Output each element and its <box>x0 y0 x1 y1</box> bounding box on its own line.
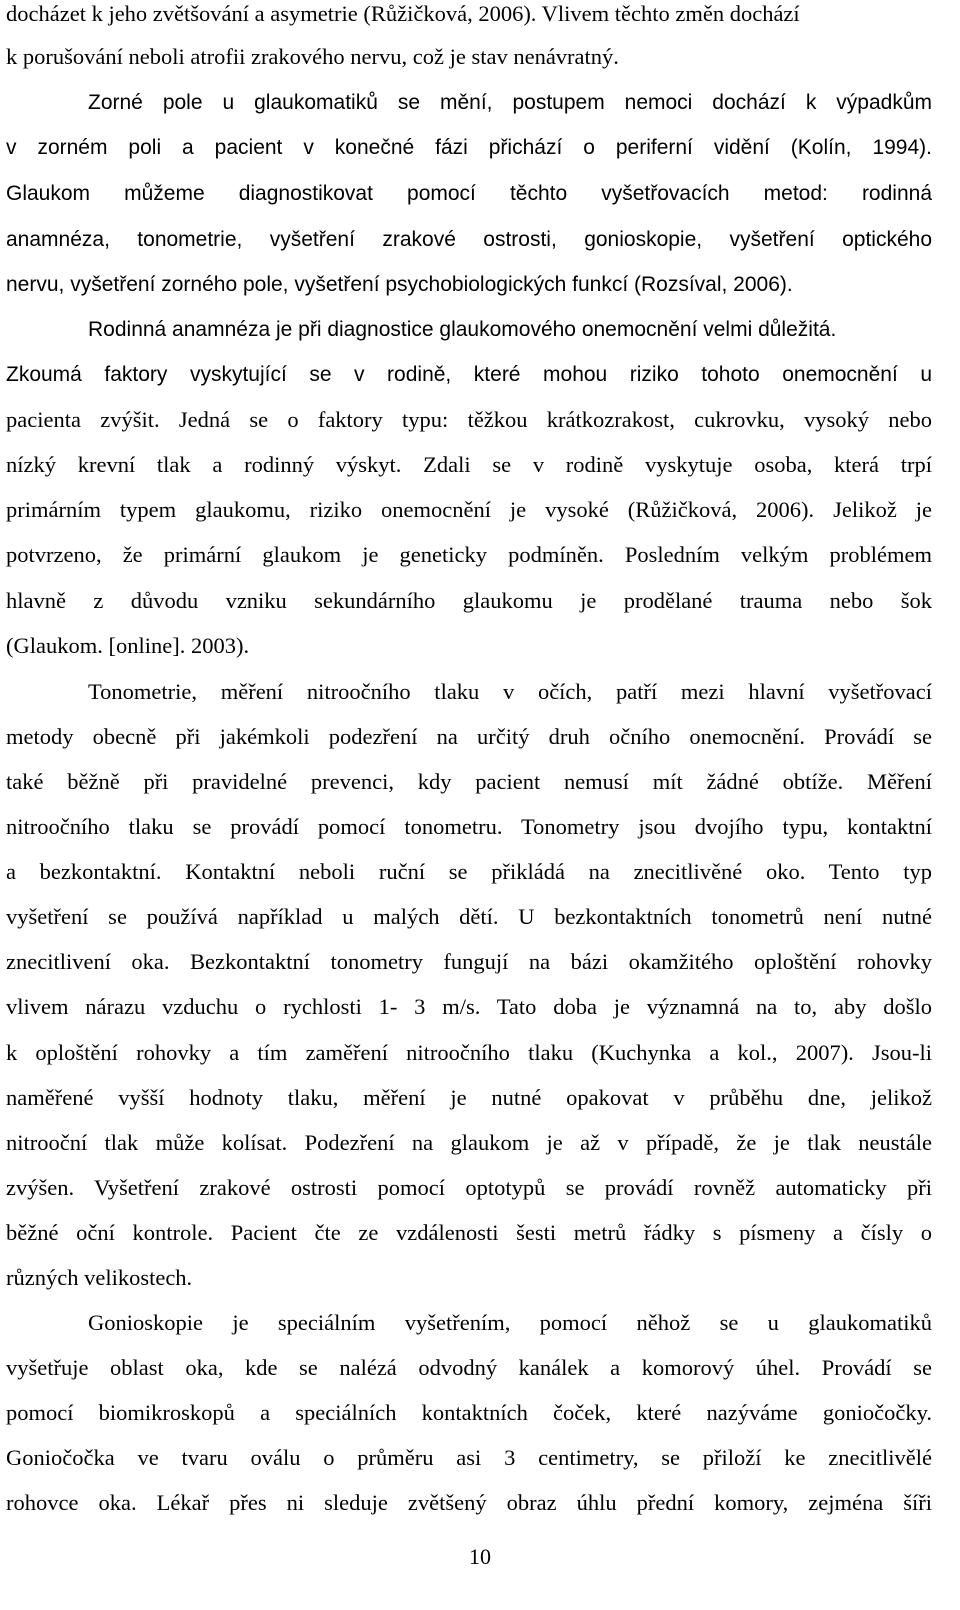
text-line: Glaukom můžeme diagnostikovat pomocí těchto vyšetřovacích metod: rodinná <box>6 182 932 205</box>
text-line: Gonioskopie je speciálním vyšetřením, pomocí něhož se u glaukomatiků <box>88 1310 932 1335</box>
text-line: vyšetřuje oblast oka, kde se nalézá odvodný kanálek a komorový úhel. Provádí se <box>6 1355 932 1380</box>
text-line: potvrzeno, že primární glaukom je geneticky podmíněn. Posledním velkým problémem <box>6 542 932 567</box>
text-line: k porušování neboli atrofii zrakového nervu, což je stav nenávratný. <box>6 44 619 69</box>
text-line: (Glaukom. [online]. 2003). <box>6 633 250 658</box>
text-line: také běžně při pravidelné prevenci, kdy pacient nemusí mít žádné obtíže. Měření <box>6 769 932 794</box>
text-line: znecitlivení oka. Bezkontaktní tonometry fungují na bázi okamžitého oploštění rohovky <box>6 949 932 974</box>
text-line: Zorné pole u glaukomatiků se mění, postupem nemoci dochází k výpadkům <box>88 91 932 114</box>
text-line: Rodinná anamnéza je při diagnostice glaukomového onemocnění velmi důležitá. <box>88 318 837 341</box>
text-line: nitroočního tlaku se provádí pomocí tonometru. Tonometry jsou dvojího typu, kontaktní <box>6 814 932 839</box>
text-line: hlavně z důvodu vzniku sekundárního glaukomu je prodělané trauma nebo šok <box>6 588 932 613</box>
text-line: Zkoumá faktory vyskytující se v rodině, které mohou riziko tohoto onemocnění u <box>6 363 932 386</box>
text-line: zvýšen. Vyšetření zrakové ostrosti pomocí optotypů se provádí rovněž automaticky při <box>6 1175 932 1200</box>
text-line: Goniočočka ve tvaru oválu o průměru asi 3 centimetry, se přiloží ke znecitlivělé <box>6 1445 932 1470</box>
text-line: pacienta zvýšit. Jedná se o faktory typu: těžkou krátkozrakost, cukrovku, vysoký nebo <box>6 407 932 432</box>
text-line: pomocí biomikroskopů a speciálních kontaktních čoček, které nazýváme goniočočky. <box>6 1400 932 1425</box>
text-line: docházet k jeho zvětšování a asymetrie (Růžičková, 2006). Vlivem těchto změn dochází <box>6 1 800 26</box>
text-line: primárním typem glaukomu, riziko onemocnění je vysoké (Růžičková, 2006). Jelikož je <box>6 497 932 522</box>
text-line: nervu, vyšetření zorného pole, vyšetření psychobiologických funkcí (Rozsíval, 2006). <box>6 273 793 296</box>
text-line: naměřené vyšší hodnoty tlaku, měření je nutné opakovat v průběhu dne, jelikož <box>6 1085 932 1110</box>
text-line: nitrooční tlak může kolísat. Podezření na glaukom je až v případě, že je tlak neustále <box>6 1130 932 1155</box>
text-line: v zorném poli a pacient v konečné fázi přichází o periferní vidění (Kolín, 1994). <box>6 136 932 159</box>
text-line: vyšetření se používá například u malých dětí. U bezkontaktních tonometrů není nutné <box>6 904 932 929</box>
text-line: různých velikostech. <box>6 1265 193 1290</box>
text-line: anamnéza, tonometrie, vyšetření zrakové ostrosti, gonioskopie, vyšetření optického <box>6 228 932 251</box>
text-line: k oploštění rohovky a tím zaměření nitroočního tlaku (Kuchynka a kol., 2007). Jsou-li <box>6 1040 932 1065</box>
text-line: a bezkontaktní. Kontaktní neboli ruční se přikládá na znecitlivěné oko. Tento typ <box>6 859 932 884</box>
text-line: běžné oční kontrole. Pacient čte ze vzdálenosti šesti metrů řádky s písmeny a čísly o <box>6 1220 932 1245</box>
text-line: Tonometrie, měření nitroočního tlaku v očích, patří mezi hlavní vyšetřovací <box>88 679 932 704</box>
text-line: metody obecně při jakémkoli podezření na určitý druh očního onemocnění. Provádí se <box>6 724 932 749</box>
text-line: vlivem nárazu vzduchu o rychlosti 1- 3 m/s. Tato doba je významná na to, aby došlo <box>6 994 932 1019</box>
text-line: nízký krevní tlak a rodinný výskyt. Zdali se v rodině vyskytuje osoba, která trpí <box>6 452 932 477</box>
page-number: 10 <box>469 1544 491 1569</box>
text-line: rohovce oka. Lékař přes ni sleduje zvětšený obraz úhlu přední komory, zejména šíři <box>6 1490 932 1515</box>
